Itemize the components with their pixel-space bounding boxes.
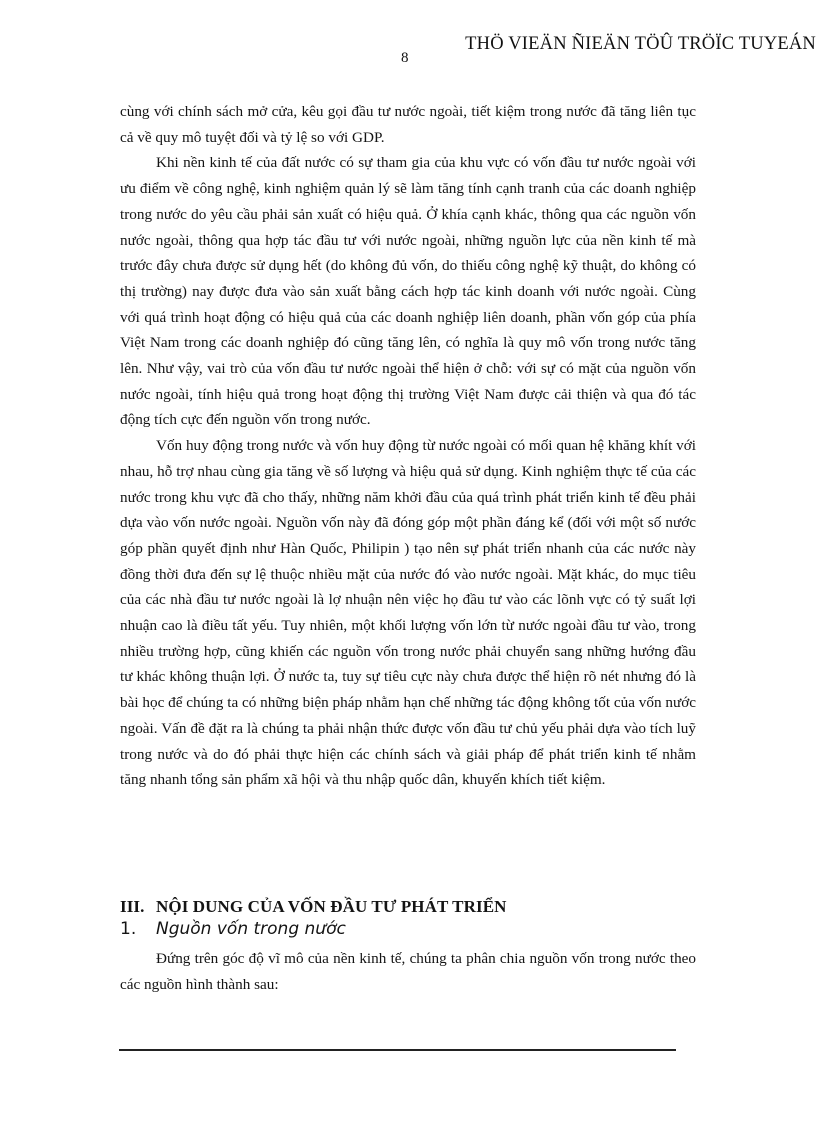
section-title: NỘI DUNG CỦA VỐN ĐẦU TƯ PHÁT TRIỂN <box>156 897 507 916</box>
subsection-title: Nguồn vốn trong nước <box>156 919 346 939</box>
paragraph-continuation: cùng với chính sách mở cửa, kêu gọi đầu tư nước ngoài, tiết kiệm trong nước đã tăng liên tục cả về quy mô tuyệt đối và tỷ lệ so với GDP. <box>120 103 696 146</box>
page-number: 8 <box>401 50 409 66</box>
footnote-divider <box>119 1049 676 1051</box>
body-text-continued <box>120 946 696 997</box>
paragraph-domestic-sources: Đứng trên góc độ vĩ mô của nền kinh tế, chúng ta phân chia nguồn vốn trong nước theo các nguồn hình thành sau: <box>120 950 696 993</box>
paragraph-foreign-capital-role: Khi nền kinh tế của đất nước có sự tham gia của khu vực có vốn đầu tư nước ngoài với ưu điểm về công nghệ, kinh nghiệm quản lý sẽ làm tăng tính cạnh tranh của các doanh nghiệp trong nước do yêu cầu phải sản xuất có hiệu quả. Ở khía cạnh khác, thông qua các nguồn vốn nước ngoài, thông qua hợp tác đầu tư với nước ngoài, những nguồn lực của nền kinh tế mà trước đây chưa được sử dụng hết (do không đủ vốn, do thiếu công nghệ kỹ thuật, do không có thị trường) nay được đưa vào sản xuất bằng cách hợp tác kinh doanh với nước ngoài. Cùng với quá trình hoạt động có hiệu quả của các doanh nghiệp liên doanh, phần vốn góp của phía Việt Nam trong các doanh nghiệp đó cũng tăng lên, có nghĩa là quy mô vốn trong nước tăng lên. Như vậy, vai trò của vốn đầu tư nước ngoài thể hiện ở chỗ: với sự có mặt của nguồn vốn nước ngoài, tính hiệu quả trong hoạt động thị trường Việt Nam được cải thiện và qua đó tác động tích cực đến nguồn vốn trong nước. <box>120 154 696 429</box>
subsection-heading <box>120 919 346 939</box>
section-number: III. <box>120 897 145 916</box>
section-heading <box>120 897 507 917</box>
paragraph-domestic-foreign-relation: Vốn huy động trong nước và vốn huy động từ nước ngoài có mối quan hệ khăng khít với nhau, hỗ trợ nhau cùng gia tăng về số lượng và hiệu quả sử dụng. Kinh nghiệm thực tế của các nước trong khu vực đã cho thấy, những năm khởi đầu của quá trình phát triển kinh tế đều phải dựa vào vốn nước ngoài. Nguồn vốn này đã đóng góp một phần đáng kể (đối với một số nước góp phần quyết định như Hàn Quốc, Philipin ) tạo nên sự phát triển nhanh của các nước này đồng thời đưa đến sự lệ thuộc nhiều mặt của nước đó vào nước ngoài. Mặt khác, do mục tiêu của các nhà đầu tư nước ngoài là lợ nhuận nên việc họ đầu tư vào các lõnh vực có tỷ suất lợi nhuận cao là điều tất yếu. Tuy nhiên, một khối lượng vốn lớn từ nước ngoài đầu tư vào, trong nhiều trường hợp, cũng khiến các nguồn vốn trong nước phải chuyển sang những hướng đầu tư khác không thuận lợi. Ở nước ta, tuy sự tiêu cực này chưa được thể hiện rõ nét nhưng đó là bài học để chúng ta có những biện pháp nhằm hạn chế những tác động không tốt của vốn nước ngoài. Vấn đề đặt ra là chúng ta phải nhận thức được vốn đầu tư chủ yếu phải dựa vào tích luỹ trong nước và do đó phải thực hiện các chính sách và giải pháp để phát triển kinh tế nhằm tăng nhanh tổng sản phẩm xã hội và thu nhập quốc dân, khuyến khích tiết kiệm. <box>120 437 696 789</box>
body-text <box>120 99 696 793</box>
subsection-number: 1. <box>120 919 137 939</box>
header-title: THÖ VIEÄN ÑIEÄN TÖÛ TRÖÏC TUYEÁN <box>465 34 816 54</box>
